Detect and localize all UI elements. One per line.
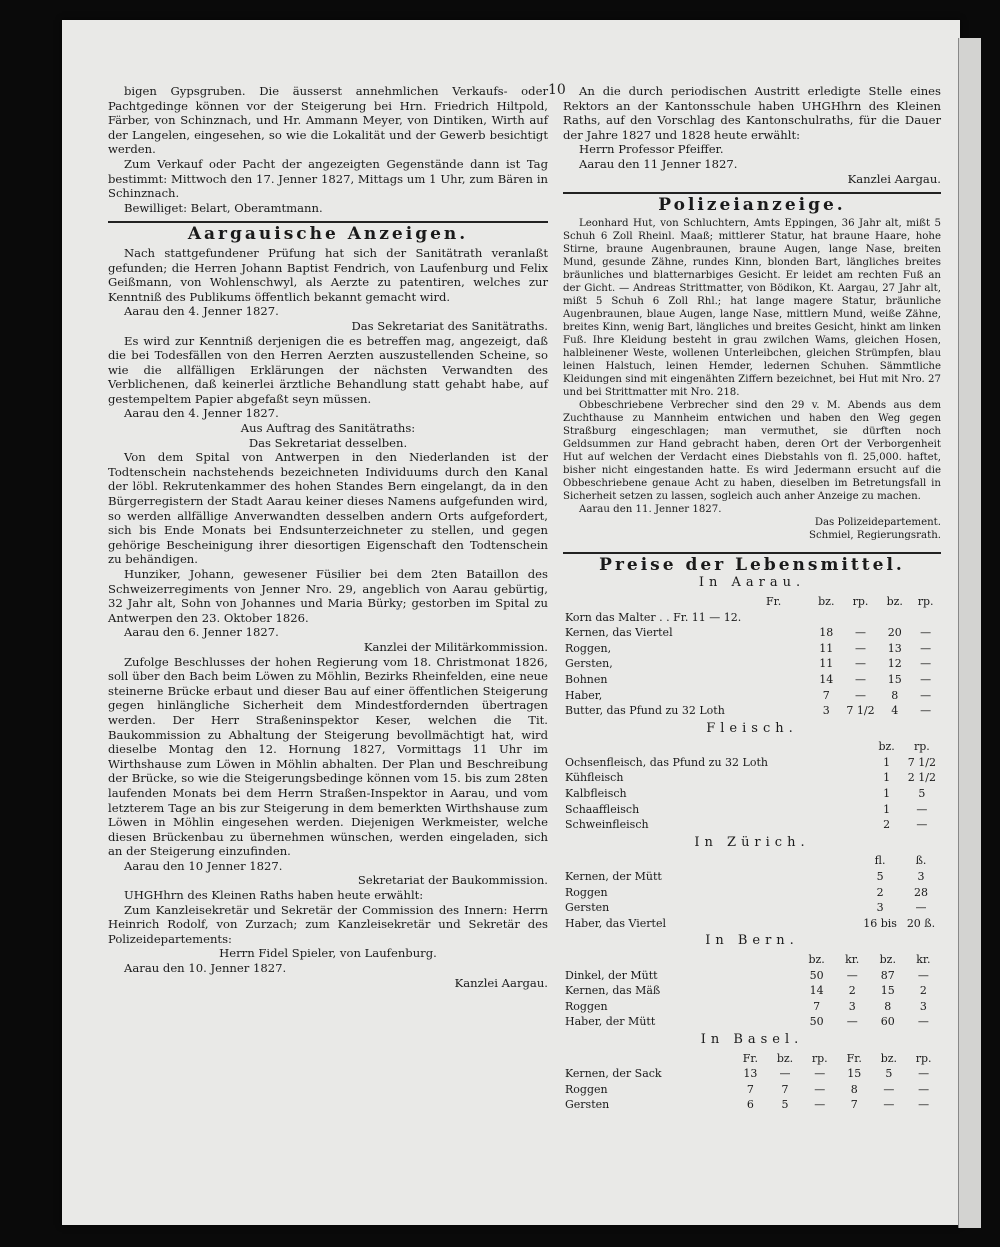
price-value: 15: [847, 1067, 862, 1081]
price-header-cell: ß.: [915, 854, 927, 868]
price-header-cell: bz.: [878, 740, 895, 754]
price-value: —: [855, 688, 867, 702]
price-item: Roggen: [565, 999, 608, 1013]
price-value: [822, 802, 846, 818]
price-value: [829, 900, 859, 916]
police-paragraph: Aarau den 11. Jenner 1827.: [579, 503, 722, 515]
price-value: —: [855, 657, 867, 671]
price-value: 87: [880, 968, 895, 982]
price-header-cell: bz.: [808, 953, 825, 966]
price-row: [563, 983, 941, 999]
police-paragraph: Schmiel, Regierungsrath.: [808, 529, 941, 541]
price-value: 5: [918, 787, 926, 801]
price-value: —: [920, 626, 932, 640]
left-paragraph: Aarau den 4. Jenner 1827.: [124, 406, 279, 421]
price-value: 7: [850, 1098, 858, 1112]
police-body: [563, 217, 941, 542]
price-value: 7 1/2: [907, 755, 936, 769]
price-value: 7 1/2: [846, 704, 875, 718]
price-value: [774, 786, 798, 802]
price-item: Gersten,: [565, 657, 613, 671]
price-header-cell: [799, 853, 829, 869]
police-paragraph: Obbeschriebene Verbrecher sind den 29 v. M. Abends aus dem Zuchthause zu Mannheim entwichen und haben den Weg gegen Straßburg eingeschlagen; man vermuthet, sie dürften noch Geldsummen zur Hand gebracht haben, deren Ort der Verborgenheit Hut auf welchen der Verdacht eines Diebstahls von fl. 25,000. haftet, bisher nicht eingestanden hatte. Es wird Jedermann ersucht auf die Obbeschriebene genaue Acht zu haben, dieselben im Betretungsfall in Sicherheit setzen zu lassen, sogleich auch anher Anzeige zu machen.: [563, 399, 941, 502]
price-item: Roggen,: [565, 641, 612, 655]
price-value: —: [855, 672, 867, 686]
price-value: —: [917, 1015, 929, 1029]
price-header-cell: Fr.: [846, 1051, 862, 1065]
price-row: [563, 885, 941, 901]
price-header-cell: rp.: [917, 594, 934, 608]
price-header-cell: [563, 1051, 733, 1067]
left-paragraph: Von dem Spital von Antwerpen in den Niederlanden ist der Todtenschein nachstehends bezeichneten Individuums durch den Kanal der löbl. Rekrutenkammer des hohen Standes Bern eingelangt, da in den Bürgerregistern der Stadt Aarau keiner dieses Namens aufgefunden wird, so werden allfällige Anverwandten desselben andern Orts aufgefordert, sich bis Ende Monats bei Endsunterzeichneter zu stellen, und gegen gehörige Bescheinigung ihrer diesortigen Eigenschaft den Todtenschein zu behändigen.: [108, 450, 548, 567]
price-header-cell: bz.: [886, 594, 903, 608]
price-value: [822, 755, 846, 771]
price-section-title: Fleisch.: [706, 720, 798, 736]
price-value: [769, 900, 799, 916]
price-value: 1: [883, 755, 891, 769]
price-value: [822, 770, 846, 786]
price-value: [879, 610, 910, 626]
next-page-edge: [958, 38, 981, 1228]
price-value: 15: [880, 984, 895, 998]
price-row: [563, 1014, 941, 1030]
right-intro: [563, 84, 941, 186]
price-header-cell: kr.: [916, 953, 931, 966]
price-value: —: [917, 968, 929, 982]
price-value: 1: [883, 802, 891, 816]
price-item: Gersten: [565, 901, 610, 915]
price-value: [799, 885, 829, 901]
price-value: [798, 786, 822, 802]
price-header-cell: [738, 952, 768, 968]
price-value: 1: [883, 787, 891, 801]
price-item: Haber, der Mütt: [565, 1015, 656, 1029]
price-value: 3: [822, 704, 830, 718]
price-value: 20: [887, 626, 902, 640]
left-paragraph: Das Sekretariat desselben.: [248, 435, 408, 450]
price-value: 3: [917, 870, 925, 884]
price-row: [563, 610, 941, 626]
price-value: 20 ß.: [906, 916, 936, 930]
left-paragraph: Kanzlei Aargau.: [454, 975, 548, 990]
price-header-row: [563, 853, 941, 869]
price-value: [758, 625, 788, 641]
price-row: [563, 688, 941, 704]
price-row: [563, 802, 941, 818]
price-value: [789, 688, 811, 704]
price-header-row: [563, 594, 941, 610]
price-value: —: [855, 626, 867, 640]
price-value: [738, 1014, 768, 1030]
price-value: [789, 641, 811, 657]
price-header-cell: Fr.: [742, 1051, 758, 1065]
price-value: [789, 703, 811, 719]
price-item: Kühfleisch: [565, 771, 624, 785]
price-value: [789, 656, 811, 672]
price-value: [774, 755, 798, 771]
price-value: [758, 703, 788, 719]
prices-rule: [563, 552, 941, 554]
price-header-cell: bz.: [818, 594, 835, 608]
price-value: 6: [746, 1098, 754, 1112]
price-value: 4: [891, 704, 899, 718]
price-value: 7: [822, 688, 830, 702]
price-row: [563, 625, 941, 641]
price-table: [563, 952, 941, 1030]
price-value: [798, 802, 822, 818]
price-value: 11: [819, 657, 834, 671]
price-value: 13: [887, 641, 902, 655]
price-value: —: [920, 657, 932, 671]
price-value: 60: [880, 1015, 895, 1029]
price-value: [822, 817, 846, 833]
price-item: Kernen, der Sack: [565, 1067, 662, 1081]
price-row: [563, 1082, 941, 1098]
price-row: [563, 703, 941, 719]
price-header-cell: bz.: [776, 1051, 794, 1065]
left-paragraph: Aarau den 4. Jenner 1827.: [124, 304, 279, 319]
price-value: 50: [809, 1015, 824, 1029]
price-value: [768, 983, 798, 999]
price-row: [563, 786, 941, 802]
price-value: 5: [876, 870, 884, 884]
left-paragraph: Das Sekretariat des Sanitätraths.: [351, 318, 548, 333]
page-number: 10: [548, 82, 566, 98]
price-value: [739, 916, 769, 932]
left-intro: [108, 84, 548, 215]
price-value: [798, 755, 822, 771]
price-header-cell: [774, 739, 798, 755]
price-value: 2: [883, 818, 891, 832]
price-value: 2: [848, 984, 856, 998]
price-value: 18: [819, 626, 834, 640]
left-paragraph: Hunziker, Johann, gewesener Füsilier bei dem 2ten Bataillon des Schweizerregiments von Jenner Nro. 29, angeblich von Aarau gebürtig, 32 Jahr alt, Sohn von Johannes und Maria Bürky; gestorben im Spital zu Antwerpen den 23. Oktober 1826.: [108, 567, 548, 625]
left-paragraph: Zum Kanzleisekretär und Sekretär der Commission des Innern: Herrn Heinrich Rodolf, von Zurzach; zum Kanzleisekretär und Sekretär des Polizeidepartements:: [108, 902, 548, 946]
price-table: [563, 739, 941, 833]
price-value: [758, 688, 788, 704]
right-intro-paragraph: Kanzlei Aargau.: [847, 171, 941, 186]
left-column: [108, 84, 548, 990]
price-row: [563, 770, 941, 786]
price-header-cell: [563, 594, 758, 610]
price-value: [822, 786, 846, 802]
price-item: Roggen: [565, 1082, 608, 1096]
price-value: —: [920, 641, 932, 655]
price-item: Roggen: [565, 885, 608, 899]
price-item: Kalbfleisch: [565, 787, 627, 801]
price-header-cell: [822, 739, 846, 755]
price-header-cell: rp.: [913, 740, 930, 754]
price-header-row: [563, 952, 941, 968]
price-value: [789, 625, 811, 641]
price-value: [829, 869, 859, 885]
price-header-cell: [563, 853, 739, 869]
price-item: Gersten: [565, 1098, 610, 1112]
price-value: [758, 610, 788, 626]
price-value: —: [918, 1098, 930, 1112]
price-value: [811, 610, 842, 626]
price-row: [563, 1066, 941, 1082]
price-item: Kernen, das Viertel: [565, 626, 673, 640]
price-value: [910, 610, 941, 626]
price-value: 28: [913, 885, 928, 899]
prices-title: Preise der Lebensmittel.: [599, 554, 905, 575]
price-value: [799, 869, 829, 885]
price-value: [738, 983, 768, 999]
price-value: 5: [781, 1098, 789, 1112]
price-value: —: [916, 818, 928, 832]
price-header-cell: [768, 952, 798, 968]
price-value: [774, 817, 798, 833]
price-value: 8: [891, 688, 899, 702]
right-intro-paragraph: Aarau den 11 Jenner 1827.: [579, 156, 738, 171]
police-paragraph: Leonhard Hut, von Schluchtern, Amts Eppingen, 36 Jahr alt, mißt 5 Schuh 6 Zoll Rheinl. Maaß; mittlerer Statur, hat braune Haare, hohe Stirne, braune Augenbraunen, braune Augen, lange Nase, breiten Mund, gesunde Zähne, rundes Kinn, blonden Bart, längliches breites bräunliches und blatternarbiges Gesicht. Er leidet am rechten Fuß an der Gicht. — Andreas Strittmatter, von Bödikon, Kt. Aargau, 27 Jahr alt, mißt 5 Schuh 6 Zoll Rhl.; hat lange magere Statur, bräunliche Augenbraunen, blaue Augen, lange Nase, mittlern Mund, weiße Zähne, breites Kinn, wenig Bart, längliches und breites Gesicht, hinkt am linken Fuß. Ihre Kleidung besteht in grau zwilchen Wams, gleichen Hosen, halbleinener Weste, wollenen Unterleibchen, gleichen Strümpfen, blau leinen Halstuch, leinen Hemder, ledernen Schuhen. Sämmtliche Kleidungen sind mit eingenähten Ziffern bezeichnet, bei Hut mit Nro. 27 und bei Strittmatter mit Nro. 218.: [563, 217, 941, 398]
price-value: —: [916, 802, 928, 816]
price-value: [758, 641, 788, 657]
price-value: 14: [819, 672, 834, 686]
price-value: 2 1/2: [907, 771, 936, 785]
price-value: —: [779, 1067, 791, 1081]
price-header-cell: [769, 853, 799, 869]
price-row: [563, 916, 941, 932]
price-value: 8: [884, 999, 892, 1013]
price-value: [769, 916, 799, 932]
right-intro-paragraph: Herrn Professor Pfeiffer.: [579, 142, 724, 157]
prices-tables: [563, 576, 941, 1113]
left-paragraph: Aarau den 6. Jenner 1827.: [124, 625, 279, 640]
price-header-cell: [798, 739, 822, 755]
price-row: [563, 999, 941, 1015]
price-item: Kernen, das Mäß: [565, 984, 661, 998]
price-value: [769, 869, 799, 885]
price-item: Haber, das Viertel: [565, 916, 666, 930]
left-paragraph: UHGHhrn des Kleinen Raths haben heute erwählt:: [124, 888, 424, 903]
price-value: [799, 916, 829, 932]
police-title: Polizeianzeige.: [658, 195, 846, 216]
price-header-cell: bz.: [880, 1051, 898, 1065]
price-item: Bohnen: [565, 672, 608, 686]
price-header-cell: [789, 594, 811, 610]
price-value: 16 bis: [863, 916, 897, 930]
price-value: —: [814, 1098, 826, 1112]
price-value: 2: [919, 984, 927, 998]
price-item: Kernen, der Mütt: [565, 870, 662, 884]
price-table: [563, 594, 941, 719]
price-header-cell: [563, 952, 738, 968]
price-value: 2: [876, 885, 884, 899]
price-value: —: [855, 641, 867, 655]
left-paragraph: Zufolge Beschlusses der hohen Regierung vom 18. Christmonat 1826, soll über den Bach beim Löwen zu Möhlin, Bezirks Rheinfelden, eine neue steinerne Brücke erbaut und dieser Bau auf einer öffentlichen Steigerung gegen hinlängliche Sicherheit dem Mindestfordernden übertragen werden. Der Herr Straßeninspektor Keser, welchen die Tit. Baukommission zu Abhaltung der Steigerung bevollmächtigt hat, wird dieselbe Montag den 12. Hornung 1827, Vormittags 11 Uhr im Wirthshause zum Löwen in Möhlin abhalten. Der Plan und Beschreibung der Brücke, so wie die Steigerungsbedinge können vom 15. bis zum 28ten laufenden Monats bei dem Herrn Straßen-Inspektor in Aarau, und vom letzterem Tage an bis zur Steigerung in dem bemerkten Wirthshause zum Löwen in Möhlin eingesehen werden. Diejenigen Werkmeister, welche diesen Brückenbau zu übernehmen wünschen, werden eingeladen, sich an der Steigerung einzufinden.: [108, 654, 548, 859]
price-value: [842, 610, 880, 626]
price-value: [738, 968, 768, 984]
price-value: [798, 817, 822, 833]
price-value: —: [915, 901, 927, 915]
price-value: —: [920, 672, 932, 686]
price-value: —: [920, 704, 932, 718]
price-value: —: [920, 688, 932, 702]
price-header-cell: fl.: [874, 854, 886, 868]
left-paragraph: Sekretariat der Baukommission.: [357, 873, 548, 888]
price-item: Ochsenfleisch, das Pfund zu 32 Loth: [565, 755, 768, 769]
price-value: [799, 900, 829, 916]
price-table: [563, 853, 941, 931]
price-value: 3: [919, 999, 927, 1013]
price-row: [563, 641, 941, 657]
left-paragraph: Herrn Fidel Spieler, von Laufenburg.: [219, 946, 437, 961]
price-item: Butter, das Pfund zu 32 Loth: [565, 704, 725, 718]
left-paragraph: Nach stattgefundener Prüfung hat sich der Sanitätrath veranlaßt gefunden; die Herren Johann Baptist Fendrich, von Laufenburg und Felix Geißmann, von Wohlenschwyl, als Aerzte zu patentiren, welches zur Kenntniß des Publikums öffentlich bekannt gemacht wird.: [108, 245, 548, 304]
price-item: Dinkel, der Mütt: [565, 968, 658, 982]
price-value: 7: [781, 1082, 789, 1096]
price-value: 14: [809, 984, 824, 998]
price-value: [789, 672, 811, 688]
price-value: [846, 802, 870, 818]
left-intro-paragraph: Zum Verkauf oder Pacht der angezeigten Gegenstände dann ist Tag bestimmt: Mittwoch den 17. Jenner 1827, Mittags um 1 Uhr, zum Bären in Schinznach.: [108, 156, 548, 201]
price-value: 3: [876, 901, 884, 915]
price-value: 11: [819, 641, 834, 655]
price-value: —: [883, 1098, 895, 1112]
left-paragraph: Es wird zur Kenntniß derjenigen die es betreffen mag, angezeigt, daß die bei Todesfällen von den Herren Aerzten auszustellenden Scheine, so wie die allfälligen Erklärungen der nächsten Verwandten des Verblichenen, daß keinerlei ärztliche Behandlung statt gehabt habe, auf gestempeltem Papier abgefaßt seyn müssen.: [108, 333, 548, 406]
price-value: [739, 885, 769, 901]
price-value: 3: [848, 999, 856, 1013]
left-intro-paragraph: Bewilliget: Belart, Oberamtmann.: [124, 200, 323, 215]
price-header-cell: [846, 739, 870, 755]
price-value: —: [918, 1067, 930, 1081]
price-value: [768, 999, 798, 1015]
price-header-cell: [829, 853, 859, 869]
price-row: [563, 656, 941, 672]
price-value: —: [814, 1082, 826, 1096]
price-value: [846, 770, 870, 786]
price-value: 8: [850, 1082, 858, 1096]
price-value: 7: [813, 999, 821, 1013]
price-value: 50: [809, 968, 824, 982]
price-header-cell: [739, 853, 769, 869]
price-header-cell: rp.: [811, 1051, 828, 1065]
price-value: 12: [887, 657, 902, 671]
price-item: Schaaffleisch: [565, 802, 640, 816]
price-value: [774, 802, 798, 818]
price-header-cell: rp.: [852, 594, 869, 608]
price-value: —: [918, 1082, 930, 1096]
left-paragraph: Kanzlei der Militärkommission.: [363, 639, 548, 654]
price-item: Korn das Malter . . Fr. 11 — 12.: [565, 610, 742, 624]
price-section-title: In Aarau.: [698, 575, 806, 591]
price-value: [758, 656, 788, 672]
price-header-cell: rp.: [915, 1051, 932, 1065]
price-value: [829, 885, 859, 901]
price-value: [774, 770, 798, 786]
price-value: —: [846, 1015, 858, 1029]
price-row: [563, 817, 941, 833]
left-paragraph: Aarau den 10. Jenner 1827.: [124, 961, 287, 976]
price-value: [739, 869, 769, 885]
price-value: [789, 610, 811, 626]
price-header-cell: [563, 739, 774, 755]
price-row: [563, 968, 941, 984]
price-row: [563, 900, 941, 916]
price-section-title: In Basel.: [700, 1031, 804, 1047]
price-value: 1: [883, 771, 891, 785]
price-value: 7: [746, 1082, 754, 1096]
price-header-cell: Fr.: [766, 594, 782, 608]
price-value: [846, 786, 870, 802]
price-table: [563, 1051, 941, 1113]
price-header-row: [563, 1051, 941, 1067]
section-rule: [108, 221, 548, 223]
price-value: [846, 755, 870, 771]
police-paragraph: Das Polizeidepartement.: [814, 516, 941, 528]
price-value: —: [814, 1067, 826, 1081]
price-header-row: [563, 739, 941, 755]
price-item: Haber,: [565, 688, 603, 702]
price-value: —: [846, 968, 858, 982]
right-intro-paragraph: An die durch periodischen Austritt erledigte Stelle eines Rektors an der Kantonsschule haben UHGHhrn des Kleinen Raths, auf den Vorschlag des Kantonschulraths, für die Dauer der Jahre 1827 und 1828 heute erwählt:: [563, 84, 941, 142]
price-value: [829, 916, 859, 932]
price-value: [768, 968, 798, 984]
price-value: [798, 770, 822, 786]
left-paragraph: Aus Auftrag des Sanitätraths:: [240, 421, 416, 436]
price-item: Schweinfleisch: [565, 818, 649, 832]
left-paragraph: Aarau den 10 Jenner 1827.: [124, 858, 283, 873]
price-row: [563, 672, 941, 688]
price-value: —: [883, 1082, 895, 1096]
price-row: [563, 755, 941, 771]
price-value: [846, 817, 870, 833]
price-value: [739, 900, 769, 916]
price-value: [769, 885, 799, 901]
price-value: 15: [887, 672, 902, 686]
price-row: [563, 869, 941, 885]
police-rule: [563, 192, 941, 194]
section-title: Aargauische Anzeigen.: [187, 224, 469, 245]
price-section-title: In Bern.: [705, 933, 799, 949]
price-value: [758, 672, 788, 688]
price-header-cell: bz.: [879, 953, 896, 966]
price-value: 13: [743, 1067, 758, 1081]
price-header-cell: kr.: [845, 953, 860, 966]
price-row: [563, 1097, 941, 1113]
left-body: [108, 246, 548, 990]
left-intro-paragraph: bigen Gypsgruben. Die äusserst annehmlichen Verkaufs- oder Pachtgedinge können vor der Steigerung bei Hrn. Friedrich Hiltpold, Färber, von Schinznach, und Hr. Ammann Meyer, von Dintiken, Wirth auf der Langelen, eingesehen, so wie die Lokalität und der Gewerb besichtigt werden.: [108, 84, 548, 157]
price-value: [768, 1014, 798, 1030]
right-column: [563, 84, 941, 1113]
price-section-title: In Zürich.: [694, 834, 810, 850]
price-value: 5: [885, 1067, 893, 1081]
price-value: [738, 999, 768, 1015]
